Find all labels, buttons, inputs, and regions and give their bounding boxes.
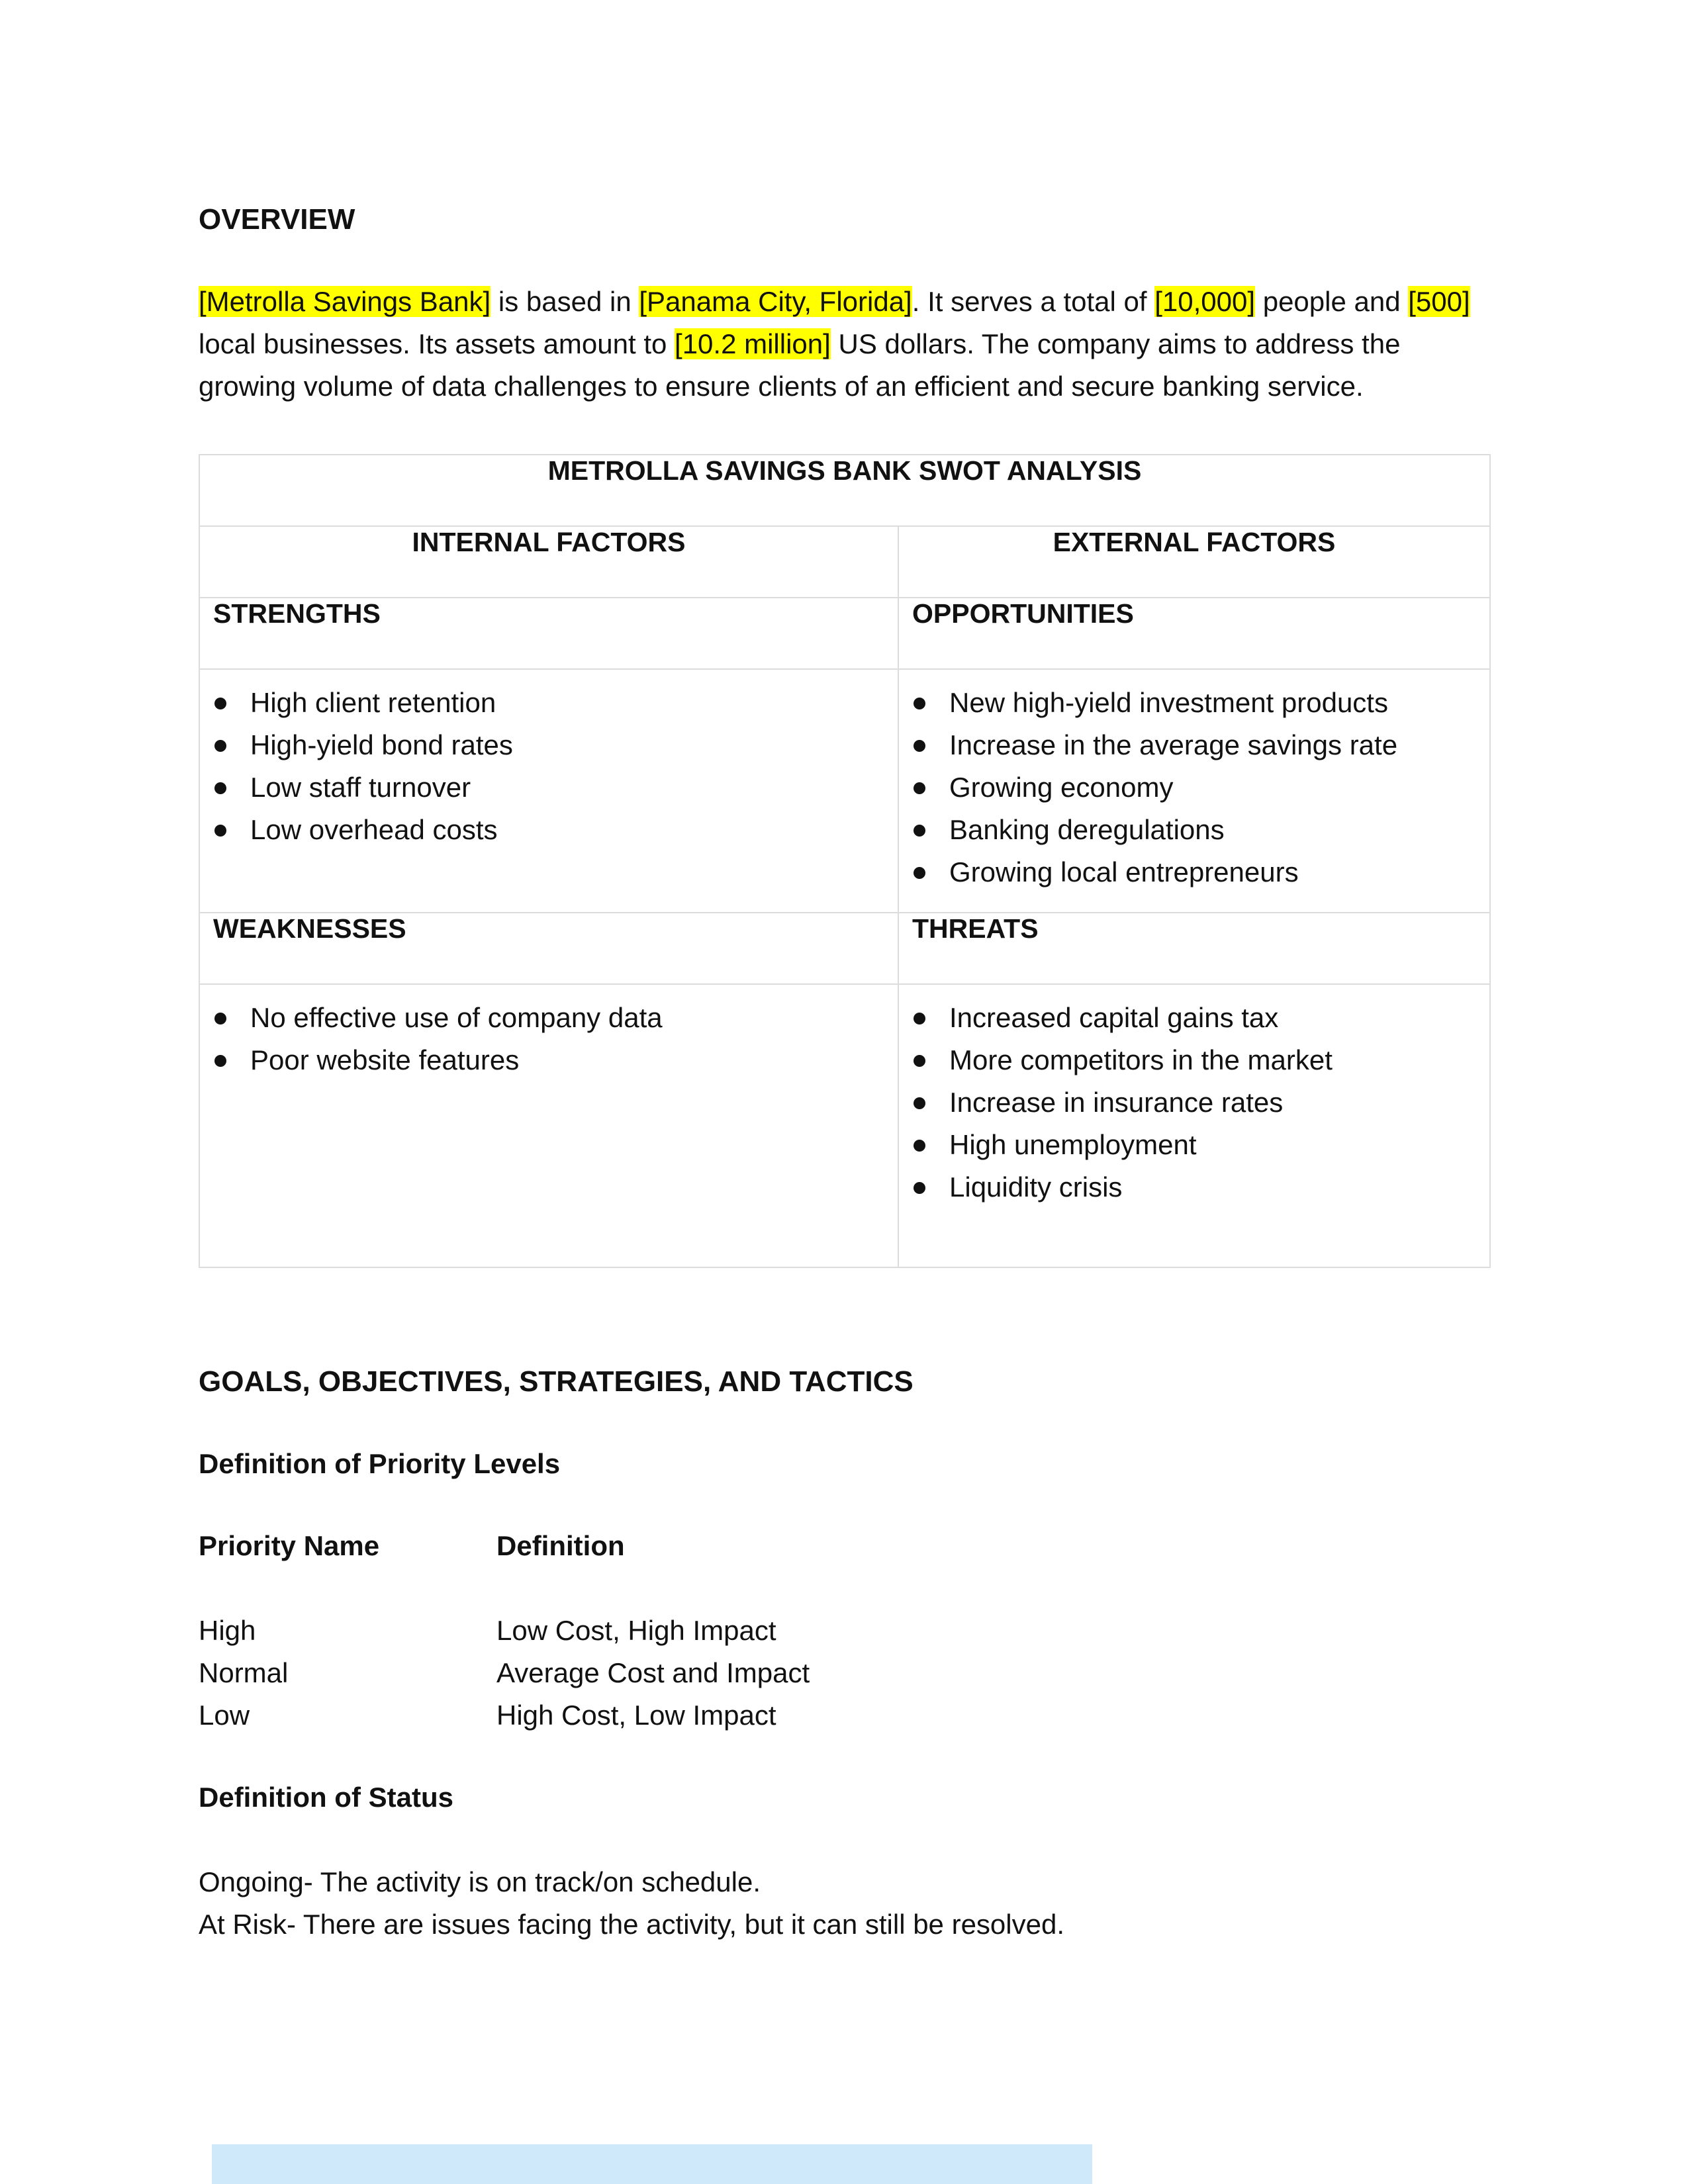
status-ongoing: Ongoing- The activity is on track/on schedule. [199, 1866, 761, 1897]
weaknesses-cell [199, 984, 898, 1267]
people-placeholder: [10,000] [1154, 286, 1256, 317]
list-item: No effective use of company data [213, 997, 884, 1039]
priority-row: High Low Cost, High Impact [199, 1615, 776, 1646]
status-at-risk: At Risk- There are issues facing the activity, but it can still be resolved. [199, 1909, 1065, 1940]
status-heading: Definition of Status [199, 1782, 453, 1813]
opportunities-cell [898, 669, 1490, 913]
list-item: Banking deregulations [912, 809, 1476, 851]
list-item: Low staff turnover [213, 766, 884, 809]
list-item: High-yield bond rates [213, 724, 884, 766]
priority-table-header [199, 1525, 1491, 1567]
swot-title: METROLLA SAVINGS BANK SWOT ANALYSIS [199, 455, 1490, 526]
list-item: More competitors in the market [912, 1039, 1476, 1081]
threats-list [912, 985, 1476, 1226]
threats-cell [898, 984, 1490, 1267]
list-item: Growing economy [912, 766, 1476, 809]
list-item: Low overhead costs [213, 809, 884, 851]
list-item: New high-yield investment products [912, 682, 1476, 724]
priority-row: Normal Average Cost and Impact [199, 1657, 810, 1688]
internal-factors-header: INTERNAL FACTORS [199, 526, 898, 598]
list-item: Increase in insurance rates [912, 1081, 1476, 1124]
opportunities-list [912, 670, 1476, 911]
list-item: Increase in the average savings rate [912, 724, 1476, 766]
overview-heading: OVERVIEW [199, 203, 355, 236]
document-page [199, 199, 1491, 1946]
footer-table-header-bar [212, 2144, 1092, 2184]
list-item: High client retention [213, 682, 884, 724]
location-placeholder: [Panama City, Florida] [639, 286, 912, 317]
priority-rows [199, 1610, 1491, 1737]
priority-row: Low High Cost, Low Impact [199, 1700, 776, 1731]
overview-paragraph: [Metrolla Savings Bank] is based in [Panama City, Florida]. It serves a total of [10,000] people and [500] local businesses. Its assets amount to [10.2 million] US dollars. The company aims to address the growing volume of data challenges to ensure clients of an efficient and secure banking service. [199, 286, 1470, 402]
priority-name-column: Priority Name [199, 1530, 380, 1561]
list-item: Increased capital gains tax [912, 997, 1476, 1039]
assets-placeholder: [10.2 million] [675, 328, 831, 359]
weaknesses-label: WEAKNESSES [199, 913, 898, 984]
weaknesses-list [213, 985, 884, 1099]
strengths-list [213, 670, 884, 868]
businesses-placeholder: [500] [1408, 286, 1470, 317]
list-item: High unemployment [912, 1124, 1476, 1166]
list-item: Liquidity crisis [912, 1166, 1476, 1208]
strengths-cell [199, 669, 898, 913]
goals-heading: GOALS, OBJECTIVES, STRATEGIES, AND TACTICS [199, 1365, 914, 1398]
priority-levels-heading: Definition of Priority Levels [199, 1448, 561, 1479]
opportunities-label: OPPORTUNITIES [898, 598, 1490, 669]
list-item: Growing local entrepreneurs [912, 851, 1476, 893]
strengths-label: STRENGTHS [199, 598, 898, 669]
swot-table [199, 454, 1491, 1268]
status-definitions [199, 1861, 1491, 1946]
bank-name-placeholder: [Metrolla Savings Bank] [199, 286, 491, 317]
definition-column: Definition [496, 1530, 625, 1561]
external-factors-header: EXTERNAL FACTORS [898, 526, 1490, 598]
threats-label: THREATS [898, 913, 1490, 984]
list-item: Poor website features [213, 1039, 884, 1081]
